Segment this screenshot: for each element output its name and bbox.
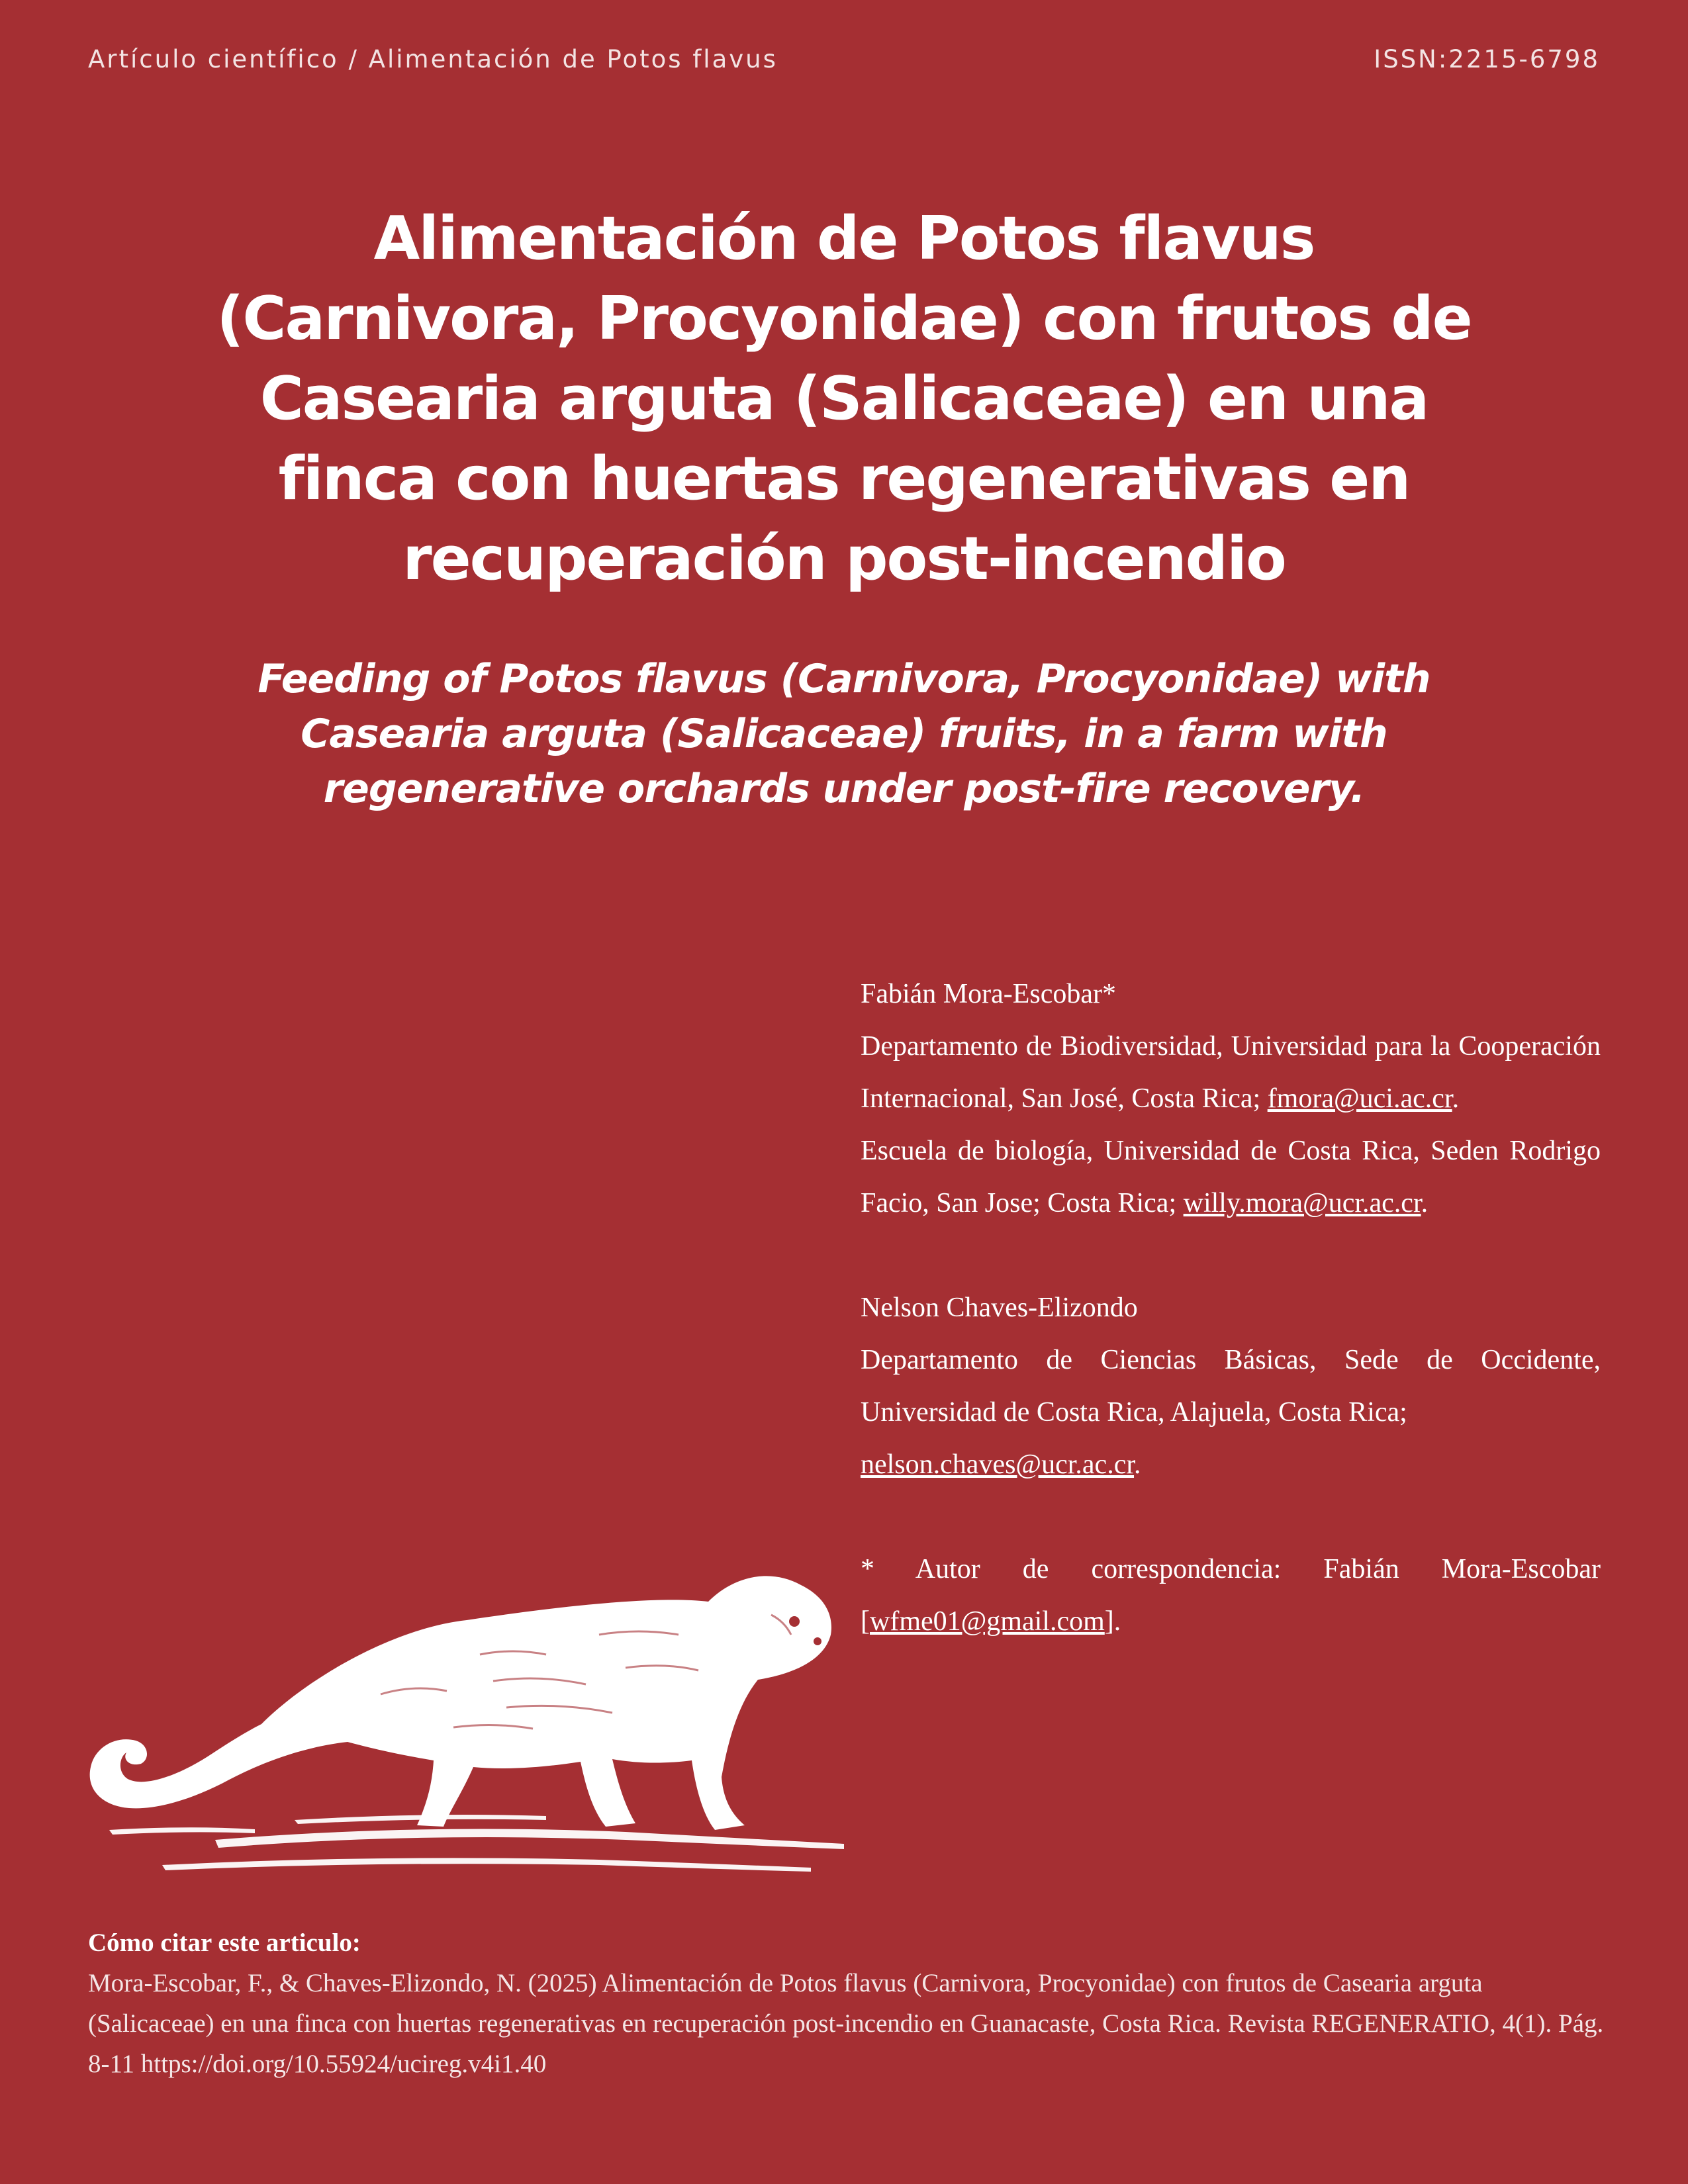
title-line: Casearia arguta (Salicaceae) en una bbox=[259, 364, 1429, 433]
correspondence-text: * Autor de correspondencia: Fabián Mora-Escobar [ bbox=[861, 1554, 1601, 1637]
citation-text-block bbox=[88, 1963, 1604, 2084]
author-name: Fabián Mora-Escobar* bbox=[861, 979, 1117, 1009]
spacer bbox=[861, 1491, 1601, 1543]
email-link[interactable]: nelson.chaves@ucr.ac.cr bbox=[861, 1449, 1135, 1480]
correspondence-end: ]. bbox=[1104, 1606, 1121, 1637]
running-header bbox=[88, 45, 1600, 78]
title-line: Alimentación de Potos flavus bbox=[373, 204, 1315, 273]
author-affiliation: Departamento de Biodiversidad, Universidad para la Cooperación Internacional, San José, Costa Rica; fmora@uci.ac.cr. bbox=[861, 1031, 1601, 1114]
author-affiliation: Departamento de Ciencias Básicas, Sede de Occidente, Universidad de Costa Rica, Alajuela, Costa Rica; nelson.chaves@ucr.ac.cr. bbox=[861, 1345, 1601, 1480]
article-title bbox=[99, 199, 1589, 599]
citation-title: Cómo citar este articulo: bbox=[88, 1929, 361, 1957]
author-name: Nelson Chaves-Elizondo bbox=[861, 1293, 1138, 1323]
title-line: (Carnivora, Procyonidae) con frutos de bbox=[216, 284, 1472, 353]
title-line: finca con huertas regenerativas en bbox=[278, 444, 1410, 514]
spacer bbox=[861, 1230, 1601, 1282]
citation-block bbox=[88, 1923, 1604, 2084]
subtitle-line: regenerative orchards under post-fire recovery. bbox=[323, 766, 1365, 812]
email-link[interactable]: willy.mora@ucr.ac.cr bbox=[1183, 1188, 1421, 1218]
kinkajou-illustration bbox=[83, 1549, 844, 1880]
subtitle-line: Casearia arguta (Salicaceae) fruits, in a farm with bbox=[301, 711, 1387, 757]
title-line: recuperación post-incendio bbox=[402, 524, 1286, 594]
author-affiliation: Escuela de biología, Universidad de Costa Rica, Seden Rodrigo Facio, San Jose; Costa Rica; willy.mora@ucr.ac.cr. bbox=[861, 1136, 1601, 1218]
article-subtitle-english bbox=[165, 652, 1523, 817]
header-issn: ISSN:2215-6798 bbox=[1374, 45, 1600, 73]
affiliation-text: Departamento de Biodiversidad, Universidad para la Cooperación Internacional, San José, Costa Rica; bbox=[861, 1031, 1601, 1114]
header-section-label: Artículo científico / Alimentación de Potos flavus bbox=[88, 45, 778, 73]
subtitle-line: Feeding of Potos flavus (Carnivora, Procyonidae) with bbox=[258, 656, 1430, 702]
author-block bbox=[861, 968, 1601, 1648]
affiliation-text: Departamento de Ciencias Básicas, Sede de Occidente, Universidad de Costa Rica, Alajuela, Costa Rica; bbox=[861, 1345, 1601, 1428]
email-link[interactable]: fmora@uci.ac.cr bbox=[1267, 1083, 1452, 1114]
correspondence-note bbox=[861, 1543, 1601, 1648]
doi-link[interactable]: https://doi.org/10.55924/ucireg.v4i1.40 bbox=[140, 2050, 547, 2078]
email-link[interactable]: wfme01@gmail.com bbox=[870, 1606, 1105, 1637]
citation-text: Mora-Escobar, F., & Chaves-Elizondo, N. (2025) Alimentación de Potos flavus (Carnivora, Procyonidae) con frutos de Casearia arguta (Salicaceae) en una finca con huertas regenerativas en recuperación post-incendio en Guanacaste, Costa Rica. Revista REGENERATIO, 4(1). Pág. 8-11 bbox=[88, 1969, 1604, 2078]
affiliation-text: Escuela de biología, Universidad de Costa Rica, Seden Rodrigo Facio, San Jose; Costa Rica; bbox=[861, 1136, 1601, 1218]
